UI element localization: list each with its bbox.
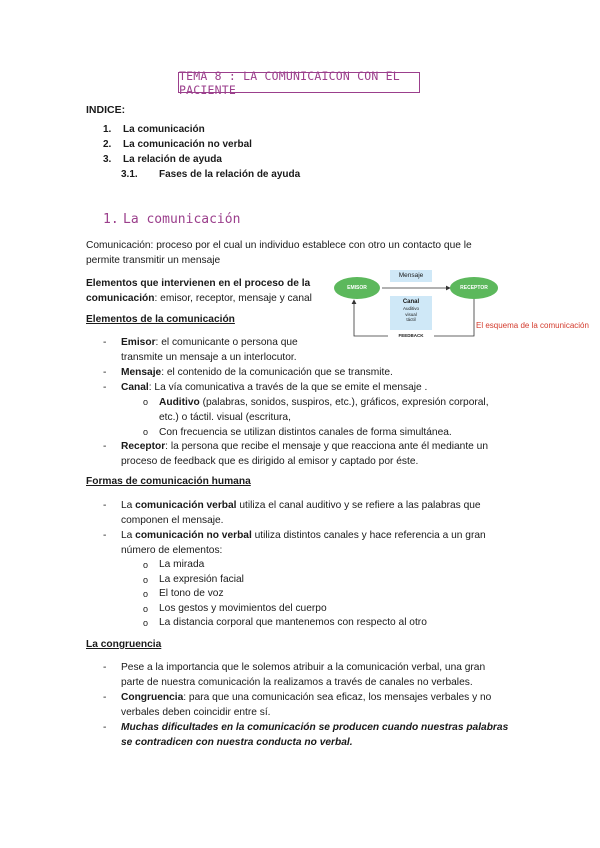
- list-item-text: Los gestos y movimientos del cuerpo: [159, 602, 327, 614]
- frecuencia-text: Con frecuencia se utilizan distintos canales de forma simultánea.: [159, 427, 452, 438]
- canal-label: Canal: [402, 299, 420, 305]
- canal-line: táctil: [406, 317, 416, 322]
- list-item: [143, 573, 499, 588]
- receptor-node: RECEPTOR: [450, 277, 498, 299]
- congruencia-p2: [103, 690, 511, 720]
- list-item: [143, 587, 499, 602]
- noverbal-pre: La: [121, 530, 136, 541]
- bullet-circle: o: [143, 397, 149, 407]
- elements-intro: [86, 276, 336, 306]
- index-item-text: La comunicación: [123, 124, 205, 135]
- list-item-text: La distancia corporal que mantenemos con respecto al otro: [159, 617, 427, 628]
- bullet-dash: -: [103, 722, 107, 733]
- mensaje-item-label: Mensaje: [121, 367, 162, 378]
- diagram-caption: El esquema de la comunicación: [476, 321, 589, 330]
- bullet-dash: -: [103, 500, 107, 511]
- bullet-dash: -: [103, 337, 107, 348]
- list-item-text: La expresión facial: [159, 573, 244, 585]
- mensaje-item: [103, 365, 511, 380]
- receptor-item-text: : la persona que recibe el mensaje y que reacciona ante él mediante un proceso de feedback que es dirigido al emisor y captado por éste.: [121, 441, 488, 467]
- receptor-item: [103, 439, 511, 469]
- congruencia-p1-text: Pese a la importancia que le solemos atribuir a la comunicación verbal, una gran parte de nuestra comunicación la realizamos a través de canales no verbales.: [121, 662, 486, 688]
- list-item-text: El tono de voz: [159, 588, 224, 599]
- index-item: [103, 124, 205, 135]
- section-title: La comunicación: [123, 212, 241, 227]
- verbal-text: utiliza el canal auditivo y se refiere a las palabras que componen el mensaje.: [121, 500, 481, 526]
- page-title: TEMA 8 : LA COMUNICAICON CON EL PACIENTE: [179, 68, 400, 97]
- elements-intro-rest: : emisor, receptor, mensaje y canal: [154, 293, 312, 304]
- frecuencia-item: [143, 425, 504, 440]
- bullet-circle: o: [143, 603, 149, 614]
- elementos-heading: Elementos de la comunicación: [86, 314, 235, 325]
- congruencia-p3: [103, 720, 511, 750]
- canal-line: Auditivo: [402, 306, 419, 311]
- bullet-circle: o: [143, 560, 149, 570]
- canal-item-label: Canal: [121, 382, 149, 393]
- congruencia-label: Congruencia: [121, 692, 184, 703]
- canal-line: visual: [405, 311, 417, 317]
- congruencia-p3-text: Muchas dificultades en la comunicación se producen cuando nuestras palabras se contradicen con nuestra conducta no verbal.: [121, 722, 509, 748]
- noverbal-item: [103, 528, 511, 558]
- index-item: [103, 154, 222, 165]
- canal-item-text: : La vía comunicativa a través de la que se emite el mensaje .: [148, 382, 428, 393]
- list-item: [143, 558, 499, 573]
- bullet-circle: o: [143, 574, 149, 585]
- bullet-dash: -: [103, 382, 107, 393]
- list-item: [143, 602, 499, 617]
- auditivo-text: (palabras, sonidos, suspiros, etc.), gráficos, expresión corporal, etc.) o táctil. visual (escritura,: [159, 397, 489, 423]
- list-item-text: La mirada: [159, 559, 205, 570]
- mensaje-item-text: : el contenido de la comunicación que se transmite.: [161, 367, 393, 378]
- emisor-label: Emisor: [121, 337, 156, 348]
- emisor-node: EMISOR: [334, 277, 380, 299]
- verbal-bold: comunicación verbal: [135, 500, 237, 511]
- congruencia-p1: [103, 660, 511, 690]
- bullet-dash: -: [103, 441, 107, 452]
- congruencia-heading: La congruencia: [86, 639, 162, 650]
- list-item: [143, 616, 499, 631]
- index-item-number: 3.: [103, 154, 112, 165]
- index-label: INDICE:: [86, 104, 126, 116]
- receptor-item-label: Receptor: [121, 441, 166, 452]
- index-item-text: La relación de ayuda: [123, 154, 222, 165]
- noverbal-list: [143, 558, 499, 631]
- mensaje-label: Mensaje: [398, 272, 424, 279]
- noverbal-bold: comunicación no verbal: [135, 530, 252, 541]
- canal-lines: [390, 306, 432, 323]
- page-title-box: [178, 68, 420, 97]
- noverbal-text: utiliza distintos canales y hace referencia a un gran número de elementos:: [121, 530, 486, 556]
- canal-item: [103, 380, 511, 395]
- index-item-number: 1.: [103, 124, 112, 135]
- index-item: [103, 139, 252, 150]
- index-item-number: 3.1.: [121, 169, 138, 180]
- bullet-circle: o: [143, 427, 149, 437]
- elements-intro-bold: Elementos que intervienen en el proceso de la comunicación: [86, 278, 311, 304]
- feedback-label: FEEDBACK: [398, 333, 424, 338]
- index-subitem: [121, 169, 300, 180]
- bullet-dash: -: [103, 692, 107, 703]
- auditivo-label: Auditivo: [159, 397, 200, 408]
- bullet-dash: -: [103, 367, 107, 378]
- bullet-circle: o: [143, 618, 149, 628]
- section-number: 1.: [103, 212, 119, 227]
- bullet-circle: o: [143, 589, 149, 599]
- auditivo-item: [143, 395, 504, 425]
- verbal-item: [103, 498, 511, 528]
- emisor-item: [103, 335, 321, 365]
- intro-paragraph: Comunicación: proceso por el cual un individuo establece con otro un contacto que le permite transmitir un mensaje: [86, 240, 472, 266]
- section-heading: [103, 212, 240, 227]
- emisor-text: : el comunicante o persona que transmite un mensaje a un interlocutor.: [121, 337, 298, 363]
- bullet-dash: -: [103, 530, 107, 541]
- index-item-text: La comunicación no verbal: [123, 139, 252, 150]
- congruencia-p2-text: : para que una comunicación sea eficaz, los mensajes verbales y no verbales deben coincidir entre sí.: [121, 692, 492, 718]
- index-item-text: Fases de la relación de ayuda: [159, 169, 301, 180]
- verbal-pre: La: [121, 500, 136, 511]
- bullet-dash: -: [103, 662, 107, 673]
- formas-heading: Formas de comunicación humana: [86, 476, 251, 487]
- index-item-number: 2.: [103, 139, 112, 150]
